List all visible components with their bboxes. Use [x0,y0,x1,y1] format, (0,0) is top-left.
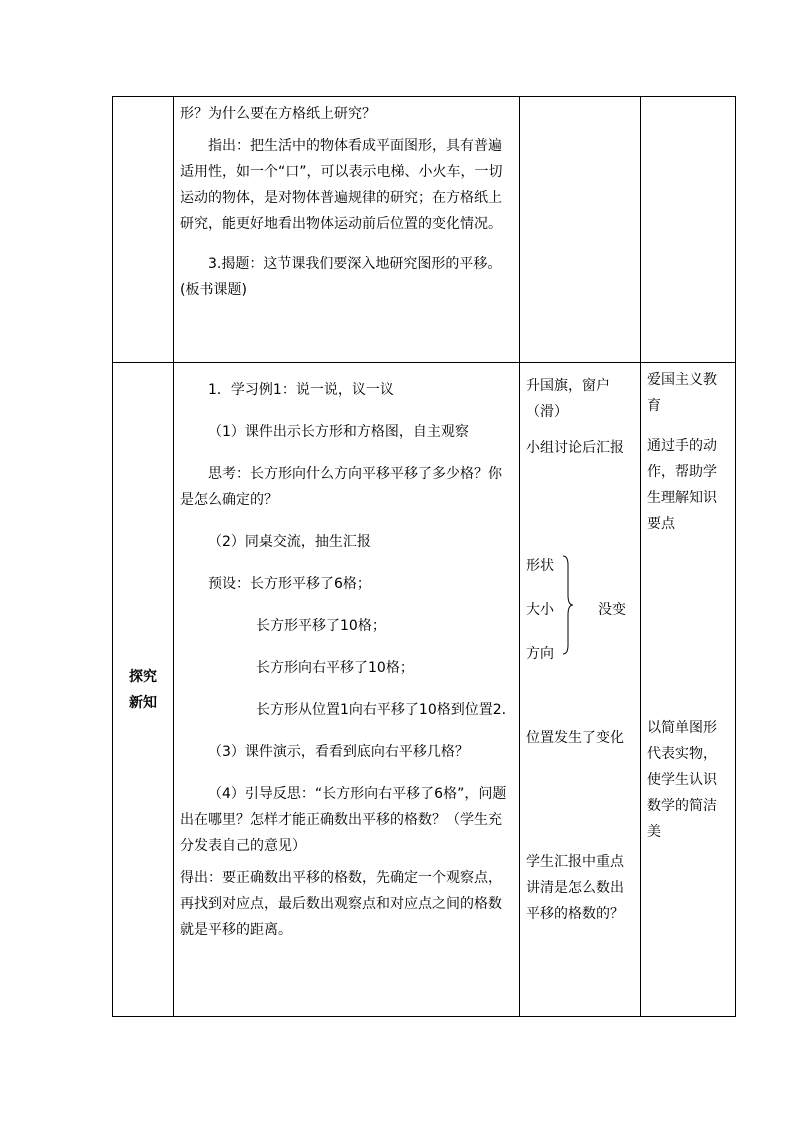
table-row [113,363,736,1017]
teach-step: （1）课件出示长方形和方格图，自主观察 [208,424,469,440]
intent-note: 通过手的动作，帮助学生理解知识要点 [647,438,717,532]
teaching-process-cell [174,97,520,363]
student-note: 位置发生了变化 [526,730,624,746]
teach-step: （4）引导反思：“长方形向右平移了6格”，问题出在哪里？怎样才能正确数出平移的格数？（学生充分发表自己的意见） [180,786,507,854]
brace-word: 方向 [526,646,554,662]
teach-step: （3）课件演示，看看到底向右平移几格？ [208,744,469,760]
student-note: 小组讨论后汇报 [526,440,624,456]
student-note: 学生汇报中重点讲清是怎么数出平移的格数的？ [526,854,624,922]
stage-label-cell [113,363,174,1017]
teach-think: 思考：长方形向什么方向平移平移了多少格？你是怎么确定的？ [180,466,502,508]
student-note: 升国旗，窗户（滑） [526,378,610,420]
stage-cell [113,97,174,363]
teach-preset: 长方形从位置1向右平移了10格到位置2. [256,702,507,718]
design-intent-cell [641,97,736,363]
teach-item: 1．学习例1：说一说，议一议 [208,382,394,398]
right-brace-icon [562,555,574,655]
teach-line: 形？为什么要在方格纸上研究？ [180,106,376,122]
intent-note: 爱国主义教育 [647,372,717,414]
teach-preset: 预设：长方形平移了6格； [208,576,371,592]
student-activity-cell [520,97,641,363]
teach-paragraph: 指出：把生活中的物体看成平面图形，具有普遍适用性，如一个“口”，可以表示电梯、小火车，一切运动的物体，是对物体普遍规律的研究；在方格纸上研究，能更好地看出物体运动前后位置的变化情况。 [180,138,503,232]
teaching-process-cell [174,363,520,1017]
brace-result: 没变 [598,602,626,618]
intent-note: 以简单图形代表实物，使学生认识数学的简洁美 [647,720,717,840]
design-intent-cell [641,363,736,1017]
brace-word: 大小 [526,602,554,618]
stage-label: 探究 [129,668,157,685]
table-row [113,97,736,363]
teach-step: （2）同桌交流，抽生汇报 [208,534,371,550]
brace-word: 形状 [526,558,554,574]
student-activity-cell [520,363,641,1017]
teach-paragraph: 3.揭题：这节课我们要深入地研究图形的平移。(板书课题) [180,256,502,298]
lesson-plan-table [112,96,736,1017]
stage-label: 新知 [129,694,157,711]
teach-conclusion: 得出：要正确数出平移的格数，先确定一个观察点，再找到对应点，最后数出观察点和对应点之间的格数就是平移的距离。 [180,870,502,938]
brace-group [526,553,634,669]
teach-preset: 长方形向右平移了10格； [256,660,414,676]
teach-preset: 长方形平移了10格； [256,618,386,634]
